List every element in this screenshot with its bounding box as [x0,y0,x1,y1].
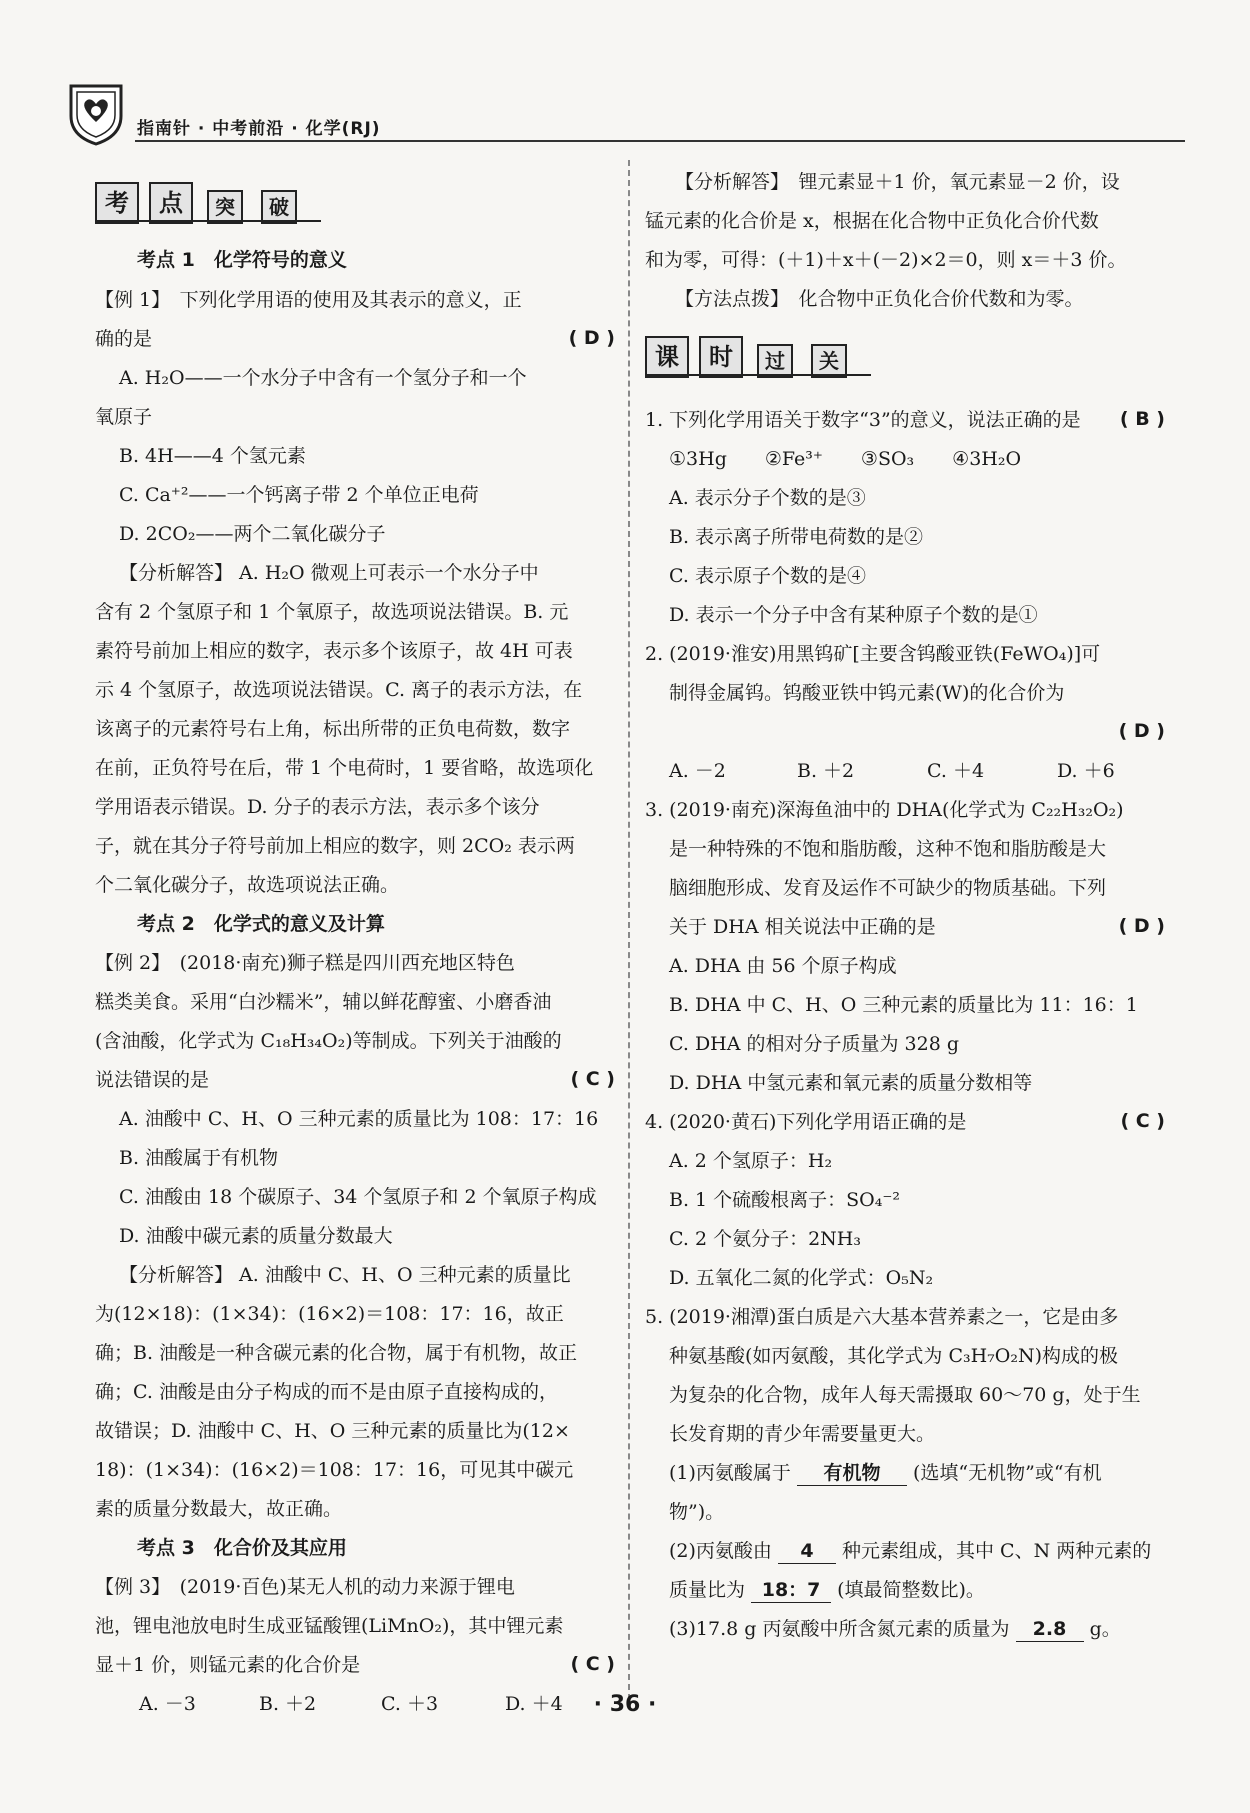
ex1-analysis: 含有 2 个氢原子和 1 个氧原子，故选项说法错误。B. 元 [95,601,569,623]
kp1-title: 考点 1 化学符号的意义 [137,249,347,271]
q4-answer: ( C ) [1120,1110,1165,1132]
q3-option-a: A. DHA 由 56 个原子构成 [669,955,897,977]
ex3-question: 显＋1 价，则锰元素的化合价是 [95,1654,361,1676]
q5-stem: 5. (2019·湘潭)蛋白质是六大基本营养素之一，它是由多 [645,1306,1119,1328]
ex3-answer: ( C ) [570,1653,615,1675]
ex2-analysis: 确；B. 油酸是一种含碳元素的化合物，属于有机物，故正 [95,1342,578,1364]
q5-sub3-fill: 2.8 [1016,1617,1084,1642]
ex2-question: 说法错误的是 [95,1069,210,1091]
q5-sub3 [669,1617,1121,1642]
ex2-analysis: 素的质量分数最大，故正确。 [95,1498,343,1520]
page-number: · 36 · [593,1692,657,1717]
q3-stem: 脑细胞形成、发育及运作不可缺少的物质基础。下列 [669,877,1107,899]
q4-option-b: B. 1 个硫酸根离子：SO₄⁻² [669,1189,901,1211]
q5-sub1-text: (1)丙氨酸属于 [669,1462,791,1484]
section-underline [95,220,321,222]
ex3-option-c: C. ＋3 [381,1693,439,1715]
section-char: 关 [811,344,847,378]
q2-stem: 2. (2019·淮安)用黑钨矿[主要含钨酸亚铁(FeWO₄)]可 [645,643,1101,665]
q1-option-c: C. 表示原子个数的是④ [669,565,866,587]
ex1-analysis: 示 4 个氢原子，故选项说法错误。C. 离子的表示方法，在 [95,679,583,701]
section-char: 考 [95,182,139,224]
q1-answer: ( B ) [1119,408,1165,430]
header-rule [135,140,1185,142]
q5-sub1-cont: 物”)。 [669,1501,725,1523]
ex1-option-a: 氧原子 [95,406,153,428]
ex1-option-c: C. Ca⁺²——一个钙离子带 2 个单位正电荷 [119,484,479,506]
q2-option-d: D. ＋6 [1057,760,1115,782]
ex2-question: 【例 2】 (2018·南充)狮子糕是四川西充地区特色 [95,952,515,974]
kp2-title: 考点 2 化学式的意义及计算 [137,913,385,935]
q5-stem: 种氨基酸(如丙氨酸，其化学式为 C₃H₇O₂N)构成的极 [669,1345,1119,1367]
ex3-option-b: B. ＋2 [259,1693,317,1715]
q5-sub2 [669,1539,1151,1564]
q4-option-d: D. 五氧化二氮的化学式：O₅N₂ [669,1267,934,1289]
q5-sub3-text: (3)17.8 g 丙氨酸中所含氮元素的质量为 [669,1618,1010,1640]
section-char: 时 [699,336,743,378]
section-heading-keshi [645,336,875,380]
q3-stem: 关于 DHA 相关说法中正确的是 [669,916,936,938]
q1-option-b: B. 表示离子所带电荷数的是② [669,526,924,548]
ex1-answer: ( D ) [568,327,615,349]
q1-option-a: A. 表示分子个数的是③ [669,487,866,509]
book-logo-icon [65,78,127,146]
kp3-title: 考点 3 化合价及其应用 [137,1537,347,1559]
q5-sub2-text: 种元素组成，其中 C、N 两种元素的 [842,1540,1152,1562]
q5-sub2-fill: 4 [778,1539,836,1564]
q5-sub1-fill: 有机物 [797,1461,907,1486]
q5-sub1 [669,1461,1102,1486]
ex1-question: 【例 1】 下列化学用语的使用及其表示的意义，正 [95,289,522,311]
ex1-analysis: 子，就在其分子符号前加上相应的数字，则 2CO₂ 表示两 [95,835,575,857]
ex2-question: (含油酸，化学式为 C₁₈H₃₄O₂)等制成。下列关于油酸的 [95,1030,562,1052]
ex3-question: 【例 3】 (2019·百色)某无人机的动力来源于锂电 [95,1576,515,1598]
ex3-analysis: 【分析解答】 锂元素显＋1 价，氧元素显－2 价，设 [675,171,1120,193]
q5-stem: 长发育期的青少年需要量更大。 [669,1423,936,1445]
ex1-analysis: 该离子的元素符号右上角，标出所带的正负电荷数，数字 [95,718,571,740]
section-char: 破 [261,190,297,224]
ex2-option-c: C. 油酸由 18 个碳原子、34 个氢原子和 2 个氧原子构成 [119,1186,597,1208]
ex3-analysis: 和为零，可得：(＋1)＋x＋(－2)×2＝0，则 x＝＋3 价。 [645,249,1127,271]
section-char: 点 [149,182,193,224]
q3-option-b: B. DHA 中 C、H、O 三种元素的质量比为 11：16：1 [669,994,1138,1016]
ex2-answer: ( C ) [570,1068,615,1090]
q5-sub3-text: g。 [1089,1618,1121,1640]
header-title: 指南针 · 中考前沿 · 化学(RJ) [137,119,381,139]
ex1-analysis: 【分析解答】 A. H₂O 微观上可表示一个水分子中 [119,562,539,584]
q2-option-a: A. －2 [669,760,726,782]
page-header [65,78,1185,148]
q3-option-d: D. DHA 中氢元素和氧元素的质量分数相等 [669,1072,1033,1094]
q5-sub2-cont [669,1578,985,1603]
q1-items: ①3Hg ②Fe³⁺ ③SO₃ ④3H₂O [669,448,1022,470]
ex1-analysis: 学用语表示错误。D. 分子的表示方法，表示多个该分 [95,796,540,818]
ex1-option-a: A. H₂O——一个水分子中含有一个氢分子和一个 [119,367,527,389]
ex1-option-d: D. 2CO₂——两个二氧化碳分子 [119,523,386,545]
ex3-analysis: 锰元素的化合价是 x，根据在化合物中正负化合价代数 [645,210,1099,232]
q5-sub2-fill: 18：7 [751,1578,831,1603]
section-char: 过 [757,344,793,378]
ex2-question: 糕类美食。采用“白沙糯米”，辅以鲜花醇蜜、小磨香油 [95,991,552,1013]
section-char: 突 [207,190,243,224]
method-tip: 【方法点拨】 化合物中正负化合价代数和为零。 [675,288,1084,310]
q4-option-c: C. 2 个氨分子：2NH₃ [669,1228,861,1250]
q3-answer: ( D ) [1118,915,1165,937]
ex2-analysis: 为(12×18)：(1×34)：(16×2)＝108：17：16，故正 [95,1303,564,1325]
q5-sub2-text: 质量比为 [669,1579,746,1601]
ex1-question: 确的是 [95,328,153,350]
q1-stem: 1. 下列化学用语关于数字“3”的意义，说法正确的是 [645,409,1081,431]
ex2-analysis: 【分析解答】 A. 油酸中 C、H、O 三种元素的质量比 [119,1264,571,1286]
q5-sub2-text: (2)丙氨酸由 [669,1540,772,1562]
ex1-analysis: 在前，正负符号在后，带 1 个电荷时，1 要省略，故选项化 [95,757,594,779]
ex1-option-b: B. 4H——4 个氢元素 [119,445,306,467]
column-divider [628,160,630,1700]
q5-sub1-text: (选填“无机物”或“有机 [913,1462,1102,1484]
q4-option-a: A. 2 个氢原子：H₂ [669,1150,833,1172]
ex1-analysis: 个二氧化碳分子，故选项说法正确。 [95,874,400,896]
q4-stem: 4. (2020·黄石)下列化学用语正确的是 [645,1111,967,1133]
q3-stem: 3. (2019·南充)深海鱼油中的 DHA(化学式为 C₂₂H₃₂O₂) [645,799,1124,821]
ex2-option-b: B. 油酸属于有机物 [119,1147,279,1169]
q2-answer: ( D ) [1118,720,1165,742]
q2-option-c: C. ＋4 [927,760,985,782]
ex2-analysis: 18)：(1×34)：(16×2)＝108：17：16，可见其中碳元 [95,1459,574,1481]
ex2-analysis: 确；C. 油酸是由分子构成的而不是由原子直接构成的， [95,1381,558,1403]
q1-option-d: D. 表示一个分子中含有某种原子个数的是① [669,604,1038,626]
q3-option-c: C. DHA 的相对分子质量为 328 g [669,1033,960,1055]
q3-stem: 是一种特殊的不饱和脂肪酸，这种不饱和脂肪酸是大 [669,838,1107,860]
ex2-option-d: D. 油酸中碳元素的质量分数最大 [119,1225,393,1247]
ex3-option-a: A. －3 [139,1693,196,1715]
ex1-analysis: 素符号前加上相应的数字，表示多个该原子，故 4H 可表 [95,640,573,662]
q2-stem: 制得金属钨。钨酸亚铁中钨元素(W)的化合价为 [669,682,1065,704]
ex2-analysis: 故错误；D. 油酸中 C、H、O 三种元素的质量比为(12× [95,1420,570,1442]
q5-sub2-text: (填最简整数比)。 [837,1579,985,1601]
ex3-question: 池，锂电池放电时生成亚锰酸锂(LiMnO₂)，其中锂元素 [95,1615,564,1637]
q2-option-b: B. ＋2 [797,760,855,782]
ex3-option-d: D. ＋4 [505,1693,563,1715]
q5-stem: 为复杂的化合物，成年人每天需摄取 60～70 g，处于生 [669,1384,1141,1406]
section-underline [645,374,871,376]
section-heading-kaodian [95,182,325,226]
section-char: 课 [645,336,689,378]
ex2-option-a: A. 油酸中 C、H、O 三种元素的质量比为 108：17：16 [119,1108,599,1130]
